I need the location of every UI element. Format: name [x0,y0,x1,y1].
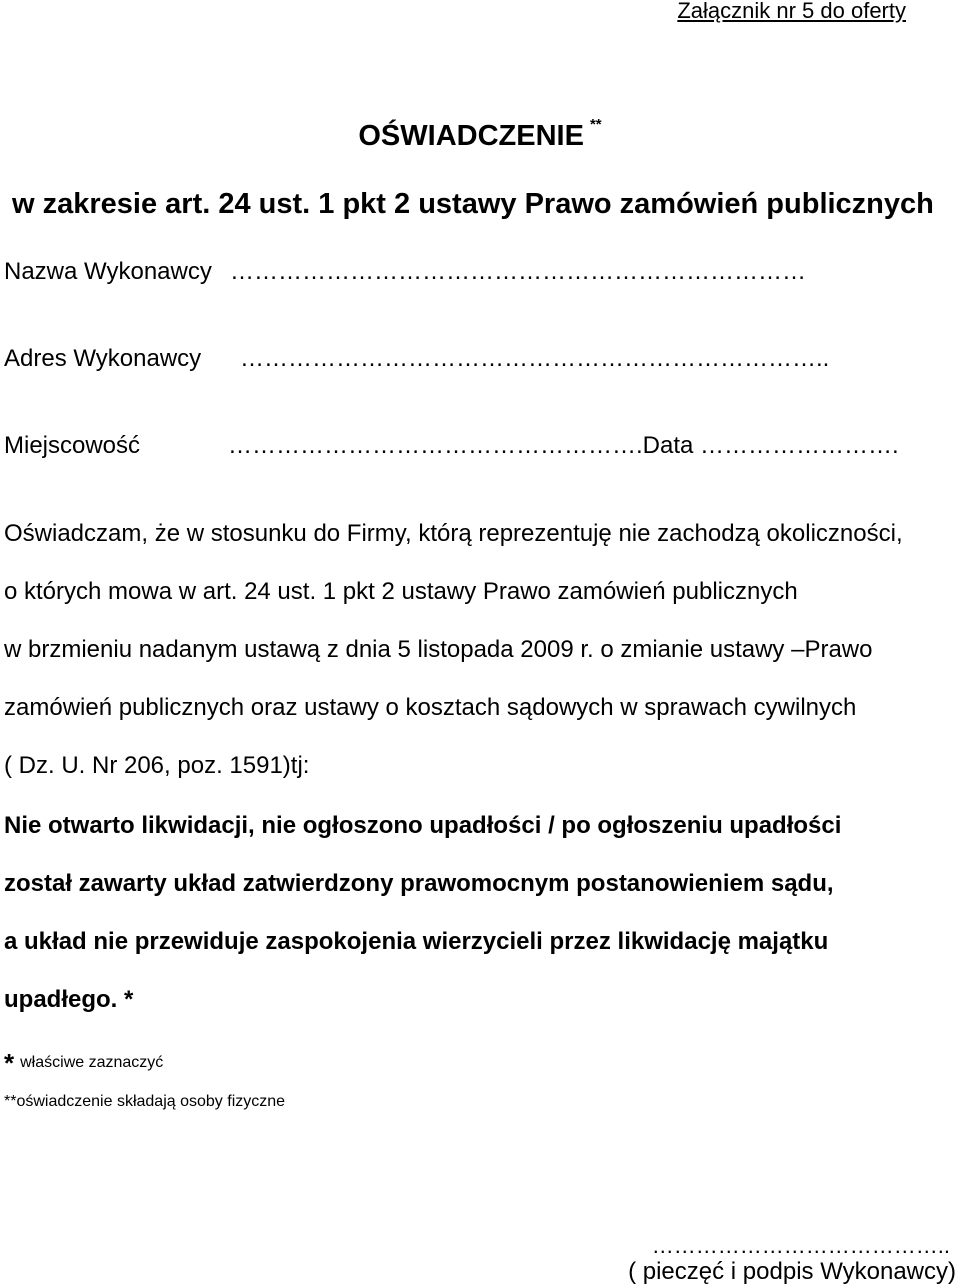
body-line: zamówień publicznych oraz ustawy o kosztach sądowych w sprawach cywilnych [4,694,857,721]
signature-field[interactable]: ………………………………….. [651,1233,950,1258]
title-footnote-mark: ** [589,116,602,133]
footnote-2: **oświadczenie składają osoby fizyczne [4,1093,286,1110]
contractor-address-label: Adres Wykonawcy [4,345,202,372]
attachment-label: Załącznik nr 5 do oferty [677,0,906,23]
contractor-address-field[interactable]: ……………………………………………………………….. [240,345,830,372]
body-line: o których mowa w art. 24 ust. 1 pkt 2 ustawy Prawo zamówień publicznych [4,578,798,605]
statement-line: został zawarty układ zatwierdzony prawomocnym postanowieniem sądu, [4,870,834,897]
statement-line: upadłego. * [4,986,134,1013]
footnote-1-text: właściwe zaznaczyć [20,1054,164,1071]
title-text: OŚWIADCZENIE [358,120,584,152]
statement-line: a układ nie przewiduje zaspokojenia wierzycieli przez likwidację majątku [4,928,829,955]
contractor-name-field[interactable]: ……………………………………………………………… [230,258,806,285]
document-subtitle: w zakresie art. 24 ust. 1 pkt 2 ustawy Prawo zamówień publicznych [12,188,934,220]
body-line: ( Dz. U. Nr 206, poz. 1591)tj: [4,752,310,779]
footnote-star: * [4,1048,15,1078]
footnote-1 [4,1043,164,1078]
place-label: Miejscowość [4,432,141,459]
body-line: w brzmieniu nadanym ustawą z dnia 5 listopada 2009 r. o zmianie ustawy –Prawo [4,636,873,663]
place-date-field[interactable]: …………………………………………….Data ……………………. [228,432,899,459]
statement-line: Nie otwarto likwidacji, nie ogłoszono upadłości / po ogłoszeniu upadłości [4,812,842,839]
document-title [0,116,960,153]
signature-label: ( pieczęć i podpis Wykonawcy) [628,1258,956,1285]
body-line: Oświadczam, że w stosunku do Firmy, którą reprezentuję nie zachodzą okoliczności, [4,520,903,547]
contractor-name-label: Nazwa Wykonawcy [4,258,212,285]
